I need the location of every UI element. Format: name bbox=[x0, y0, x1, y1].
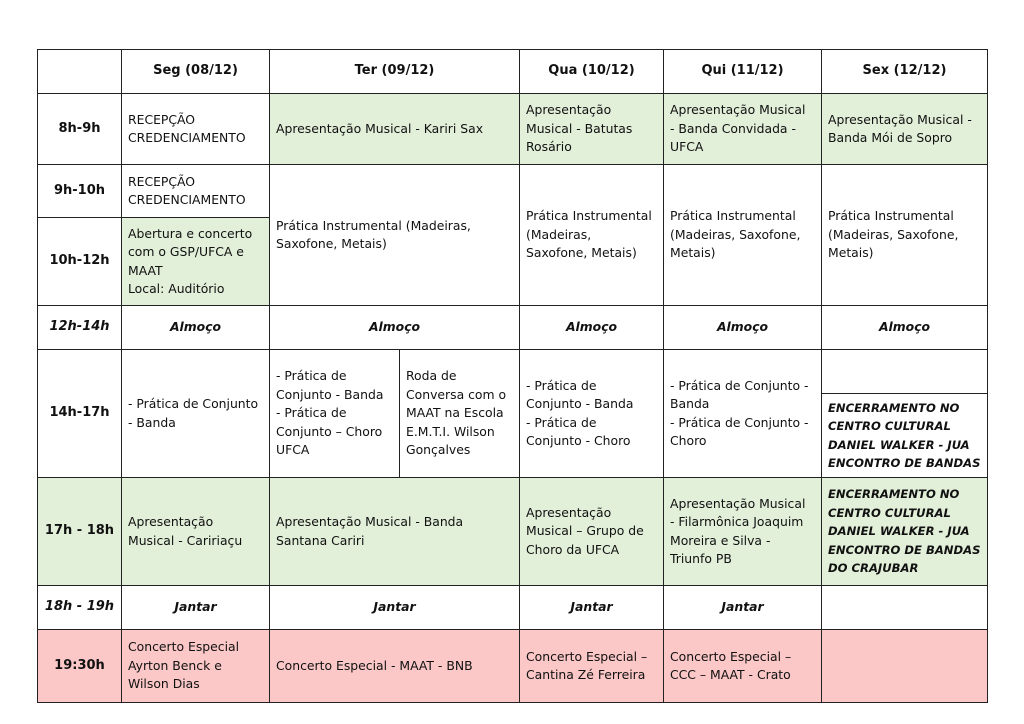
time-cell: 18h - 19h bbox=[38, 586, 122, 630]
cell-mon-lunch: Almoço bbox=[122, 306, 270, 350]
cell-fri-empty bbox=[822, 350, 988, 394]
cell-mon-opening: Abertura e concerto com o GSP/UFCA e MAAT Local: Auditório bbox=[122, 218, 270, 306]
cell-thu-concert: Concerto Especial – CCC – MAAT - Crato bbox=[664, 630, 822, 703]
header-row bbox=[38, 50, 988, 94]
cell-wed-performance: Apresentação Musical – Grupo de Choro da UFCA bbox=[520, 478, 664, 586]
cell-thu-dinner: Jantar bbox=[664, 586, 822, 630]
cell-mon-reception: RECEPÇÃO CREDENCIAMENTO bbox=[122, 165, 270, 218]
day-header-wed: Qua (10/12) bbox=[520, 50, 664, 94]
cell-fri-lunch: Almoço bbox=[822, 306, 988, 350]
cell-wed-concert: Concerto Especial – Cantina Zé Ferreira bbox=[520, 630, 664, 703]
day-header-tue: Ter (09/12) bbox=[270, 50, 520, 94]
cell-mon-ensemble: - Prática de Conjunto - Banda bbox=[122, 350, 270, 478]
cell-tue-concert: Concerto Especial - MAAT - BNB bbox=[270, 630, 520, 703]
cell-mon-concert: Concerto Especial Ayrton Benck e Wilson Dias bbox=[122, 630, 270, 703]
cell-fri-concert bbox=[822, 630, 988, 703]
row-14h-17h bbox=[38, 350, 988, 394]
corner-cell bbox=[38, 50, 122, 94]
row-18h-19h bbox=[38, 586, 988, 630]
cell-thu-ensemble: - Prática de Conjunto - Banda - Prática de Conjunto - Choro bbox=[664, 350, 822, 478]
cell-wed-instrumental: Prática Instrumental (Madeiras, Saxofone, Metais) bbox=[520, 165, 664, 306]
cell-fri-instrumental: Prática Instrumental (Madeiras, Saxofone, Metais) bbox=[822, 165, 988, 306]
cell-thu-instrumental: Prática Instrumental (Madeiras, Saxofone, Metais) bbox=[664, 165, 822, 306]
cell-thu-lunch: Almoço bbox=[664, 306, 822, 350]
row-12h-14h bbox=[38, 306, 988, 350]
day-header-thu: Qui (11/12) bbox=[664, 50, 822, 94]
cell-wed-performance: Apresentação Musical - Batutas Rosário bbox=[520, 94, 664, 165]
cell-fri-closing: ENCERRAMENTO NO CENTRO CULTURAL DANIEL WALKER - JUA ENCONTRO DE BANDAS bbox=[822, 394, 988, 478]
time-cell: 19:30h bbox=[38, 630, 122, 703]
row-17h-18h bbox=[38, 478, 988, 586]
row-19-30h bbox=[38, 630, 988, 703]
cell-thu-performance: Apresentação Musical - Filarmônica Joaquim Moreira e Silva - Triunfo PB bbox=[664, 478, 822, 586]
cell-fri-empty bbox=[822, 586, 988, 630]
time-cell: 17h - 18h bbox=[38, 478, 122, 586]
cell-mon-dinner: Jantar bbox=[122, 586, 270, 630]
day-header-fri: Sex (12/12) bbox=[822, 50, 988, 94]
cell-mon-performance: Apresentação Musical - Caririaçu bbox=[122, 478, 270, 586]
time-cell: 12h-14h bbox=[38, 306, 122, 350]
cell-tue-performance: Apresentação Musical - Banda Santana Cariri bbox=[270, 478, 520, 586]
time-cell: 8h-9h bbox=[38, 94, 122, 165]
cell-tue-instrumental: Prática Instrumental (Madeiras, Saxofone, Metais) bbox=[270, 165, 520, 306]
time-cell: 9h-10h bbox=[38, 165, 122, 218]
cell-fri-performance: Apresentação Musical - Banda Mói de Sopro bbox=[822, 94, 988, 165]
day-header-mon: Seg (08/12) bbox=[122, 50, 270, 94]
cell-fri-closing: ENCERRAMENTO NO CENTRO CULTURAL DANIEL WALKER - JUA ENCONTRO DE BANDAS DO CRAJUBAR bbox=[822, 478, 988, 586]
cell-tue-ensemble: - Prática de Conjunto - Banda - Prática de Conjunto – Choro UFCA bbox=[270, 350, 400, 478]
cell-tue-performance: Apresentação Musical - Kariri Sax bbox=[270, 94, 520, 165]
cell-mon-reception: RECEPÇÃO CREDENCIAMENTO bbox=[122, 94, 270, 165]
cell-wed-dinner: Jantar bbox=[520, 586, 664, 630]
row-8h-9h bbox=[38, 94, 988, 165]
cell-tue-dinner: Jantar bbox=[270, 586, 520, 630]
cell-tue-talk: Roda de Conversa com o MAAT na Escola E.M.T.I. Wilson Gonçalves bbox=[400, 350, 520, 478]
cell-wed-lunch: Almoço bbox=[520, 306, 664, 350]
time-cell: 10h-12h bbox=[38, 218, 122, 306]
cell-wed-ensemble: - Prática de Conjunto - Banda - Prática de Conjunto - Choro bbox=[520, 350, 664, 478]
cell-tue-lunch: Almoço bbox=[270, 306, 520, 350]
schedule-table bbox=[37, 49, 988, 703]
row-9h-10h bbox=[38, 165, 988, 218]
cell-thu-performance: Apresentação Musical - Banda Convidada - UFCA bbox=[664, 94, 822, 165]
time-cell: 14h-17h bbox=[38, 350, 122, 478]
